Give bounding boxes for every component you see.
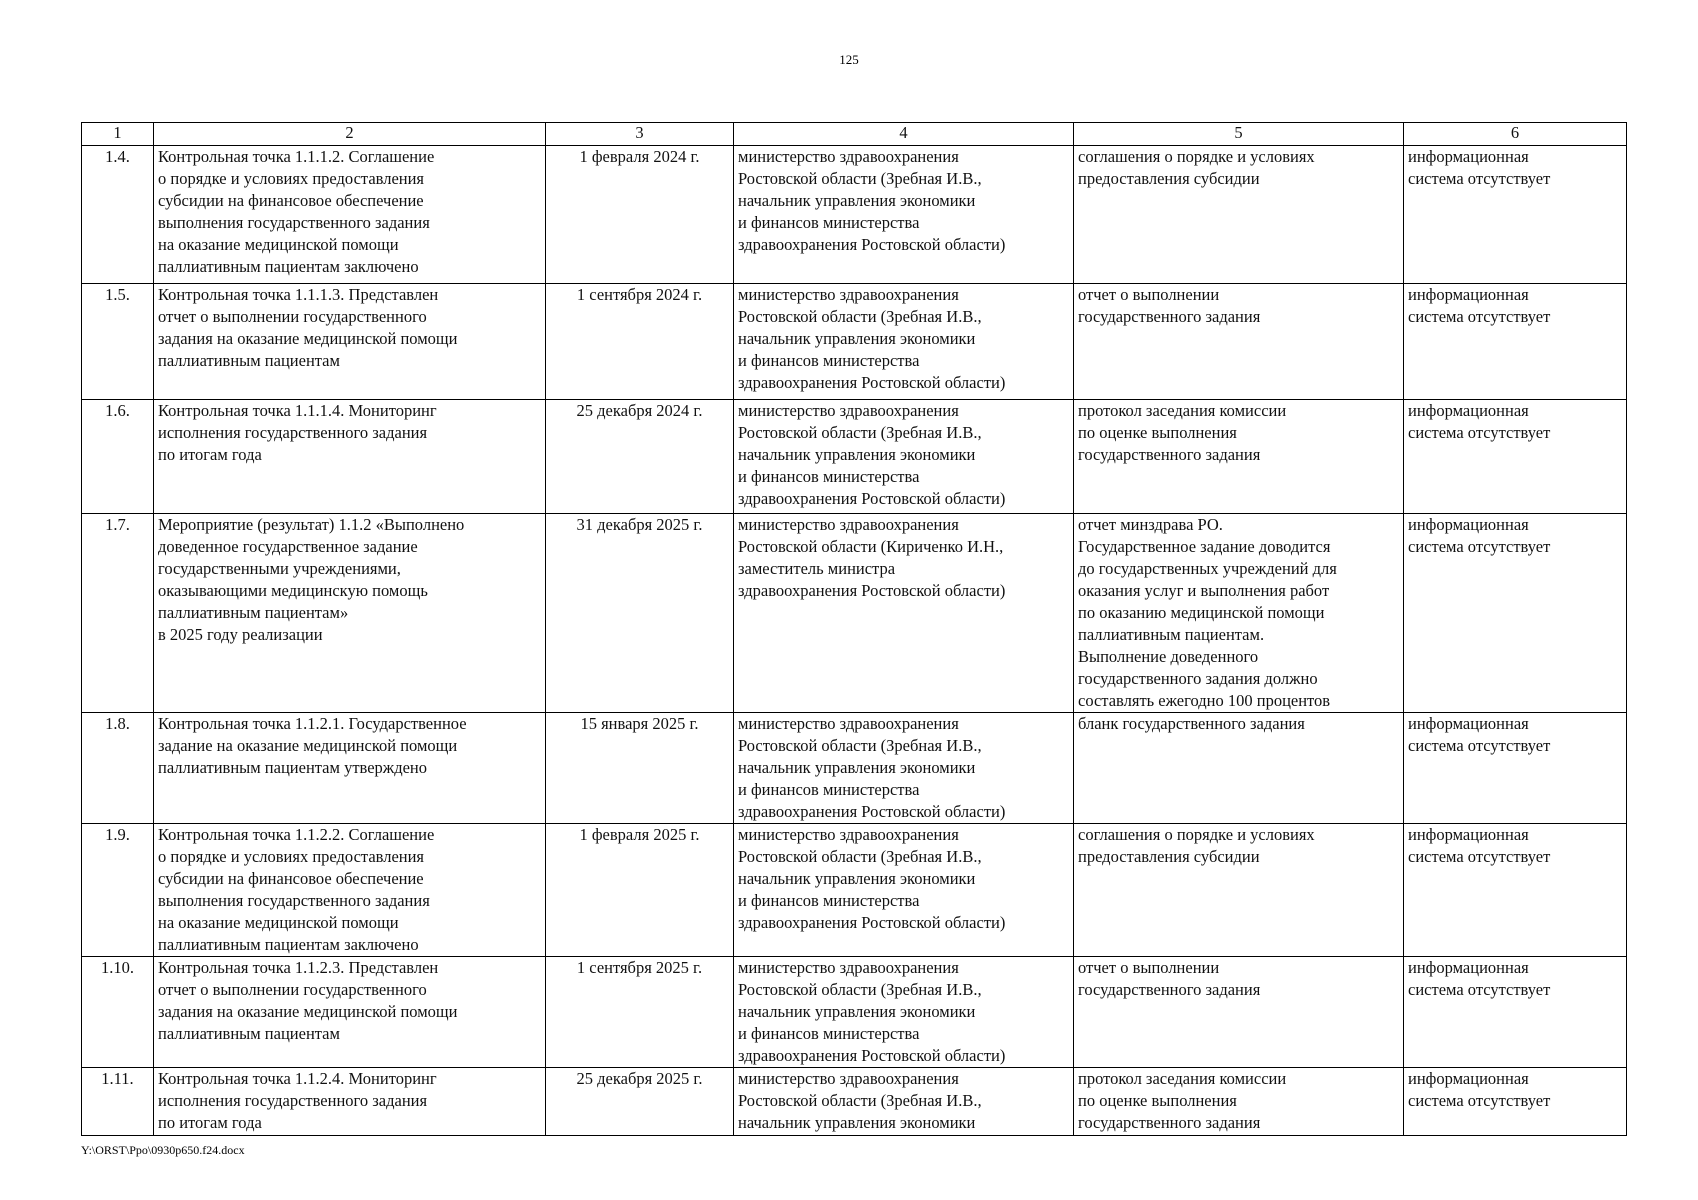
information-system: информационная система отсутствует: [1404, 713, 1627, 824]
information-system: информационная система отсутствует: [1404, 824, 1627, 957]
table-row: [82, 400, 1627, 514]
column-header: 4: [734, 123, 1074, 146]
result-document: отчет о выполнении государственного задания: [1074, 284, 1404, 400]
row-number: 1.5.: [82, 284, 154, 400]
result-document: протокол заседания комиссии по оценке выполнения государственного задания: [1074, 400, 1404, 514]
table-header-row: [82, 123, 1627, 146]
table-row: [82, 146, 1627, 284]
result-document: протокол заседания комиссии по оценке выполнения государственного задания: [1074, 1068, 1404, 1136]
row-number: 1.7.: [82, 514, 154, 713]
table-row: [82, 1068, 1627, 1136]
responsible-party: министерство здравоохранения Ростовской области (Зребная И.В., начальник управления экономики: [734, 1068, 1074, 1136]
row-number: 1.8.: [82, 713, 154, 824]
due-date: 25 декабря 2024 г.: [546, 400, 734, 514]
due-date: 25 декабря 2025 г.: [546, 1068, 734, 1136]
information-system: информационная система отсутствует: [1404, 514, 1627, 713]
row-number: 1.11.: [82, 1068, 154, 1136]
information-system: информационная система отсутствует: [1404, 1068, 1627, 1136]
measure-name: Контрольная точка 1.1.2.1. Государственное задание на оказание медицинской помощи паллиативным пациентам утверждено: [154, 713, 546, 824]
responsible-party: министерство здравоохранения Ростовской области (Кириченко И.Н., заместитель министра здравоохранения Ростовской области): [734, 514, 1074, 713]
due-date: 15 января 2025 г.: [546, 713, 734, 824]
due-date: 1 февраля 2025 г.: [546, 824, 734, 957]
information-system: информационная система отсутствует: [1404, 284, 1627, 400]
measure-name: Мероприятие (результат) 1.1.2 «Выполнено доведенное государственное задание государственными учреждениями, оказывающими медицинскую помощь паллиативным пациентам» в 2025 году реализации: [154, 514, 546, 713]
result-document: отчет минздрава РО. Государственное задание доводится до государственных учреждений для оказания услуг и выполнения работ по оказанию медицинской помощи паллиативным пациентам. Выполнение доведенного государственного задания должно составлять ежегодно 100 процентов: [1074, 514, 1404, 713]
result-document: соглашения о порядке и условиях предоставления субсидии: [1074, 146, 1404, 284]
measure-name: Контрольная точка 1.1.1.3. Представлен отчет о выполнении государственного задания на оказание медицинской помощи паллиативным пациентам: [154, 284, 546, 400]
due-date: 1 сентября 2024 г.: [546, 284, 734, 400]
responsible-party: министерство здравоохранения Ростовской области (Зребная И.В., начальник управления экономики и финансов министерства здравоохранения Ростовской области): [734, 824, 1074, 957]
column-header: 3: [546, 123, 734, 146]
table-row: [82, 957, 1627, 1068]
due-date: 1 сентября 2025 г.: [546, 957, 734, 1068]
measure-name: Контрольная точка 1.1.2.3. Представлен отчет о выполнении государственного задания на оказание медицинской помощи паллиативным пациентам: [154, 957, 546, 1068]
column-header: 2: [154, 123, 546, 146]
responsible-party: министерство здравоохранения Ростовской области (Зребная И.В., начальник управления экономики и финансов министерства здравоохранения Ростовской области): [734, 146, 1074, 284]
file-path: Y:\ORST\Ppo\0930p650.f24.docx: [81, 1143, 245, 1157]
information-system: информационная система отсутствует: [1404, 400, 1627, 514]
due-date: 1 февраля 2024 г.: [546, 146, 734, 284]
column-header: 6: [1404, 123, 1627, 146]
result-document: отчет о выполнении государственного задания: [1074, 957, 1404, 1068]
information-system: информационная система отсутствует: [1404, 957, 1627, 1068]
row-number: 1.4.: [82, 146, 154, 284]
table-row: [82, 824, 1627, 957]
due-date: 31 декабря 2025 г.: [546, 514, 734, 713]
row-number: 1.10.: [82, 957, 154, 1068]
measure-name: Контрольная точка 1.1.2.4. Мониторинг исполнения государственного задания по итогам года: [154, 1068, 546, 1136]
measure-name: Контрольная точка 1.1.1.2. Соглашение о порядке и условиях предоставления субсидии на финансовое обеспечение выполнения государственного задания на оказание медицинской помощи паллиативным пациентам заключено: [154, 146, 546, 284]
responsible-party: министерство здравоохранения Ростовской области (Зребная И.В., начальник управления экономики и финансов министерства здравоохранения Ростовской области): [734, 284, 1074, 400]
row-number: 1.6.: [82, 400, 154, 514]
responsible-party: министерство здравоохранения Ростовской области (Зребная И.В., начальник управления экономики и финансов министерства здравоохранения Ростовской области): [734, 713, 1074, 824]
row-number: 1.9.: [82, 824, 154, 957]
information-system: информационная система отсутствует: [1404, 146, 1627, 284]
measure-name: Контрольная точка 1.1.2.2. Соглашение о порядке и условиях предоставления субсидии на финансовое обеспечение выполнения государственного задания на оказание медицинской помощи паллиативным пациентам заключено: [154, 824, 546, 957]
measure-name: Контрольная точка 1.1.1.4. Мониторинг исполнения государственного задания по итогам года: [154, 400, 546, 514]
result-document: соглашения о порядке и условиях предоставления субсидии: [1074, 824, 1404, 957]
result-document: бланк государственного задания: [1074, 713, 1404, 824]
table-row: [82, 284, 1627, 400]
column-header: 5: [1074, 123, 1404, 146]
page-number: 125: [839, 52, 859, 67]
responsible-party: министерство здравоохранения Ростовской области (Зребная И.В., начальник управления экономики и финансов министерства здравоохранения Ростовской области): [734, 957, 1074, 1068]
responsible-party: министерство здравоохранения Ростовской области (Зребная И.В., начальник управления экономики и финансов министерства здравоохранения Ростовской области): [734, 400, 1074, 514]
column-header: 1: [82, 123, 154, 146]
table-row: [82, 514, 1627, 713]
measures-table: [81, 122, 1627, 1136]
table-row: [82, 713, 1627, 824]
